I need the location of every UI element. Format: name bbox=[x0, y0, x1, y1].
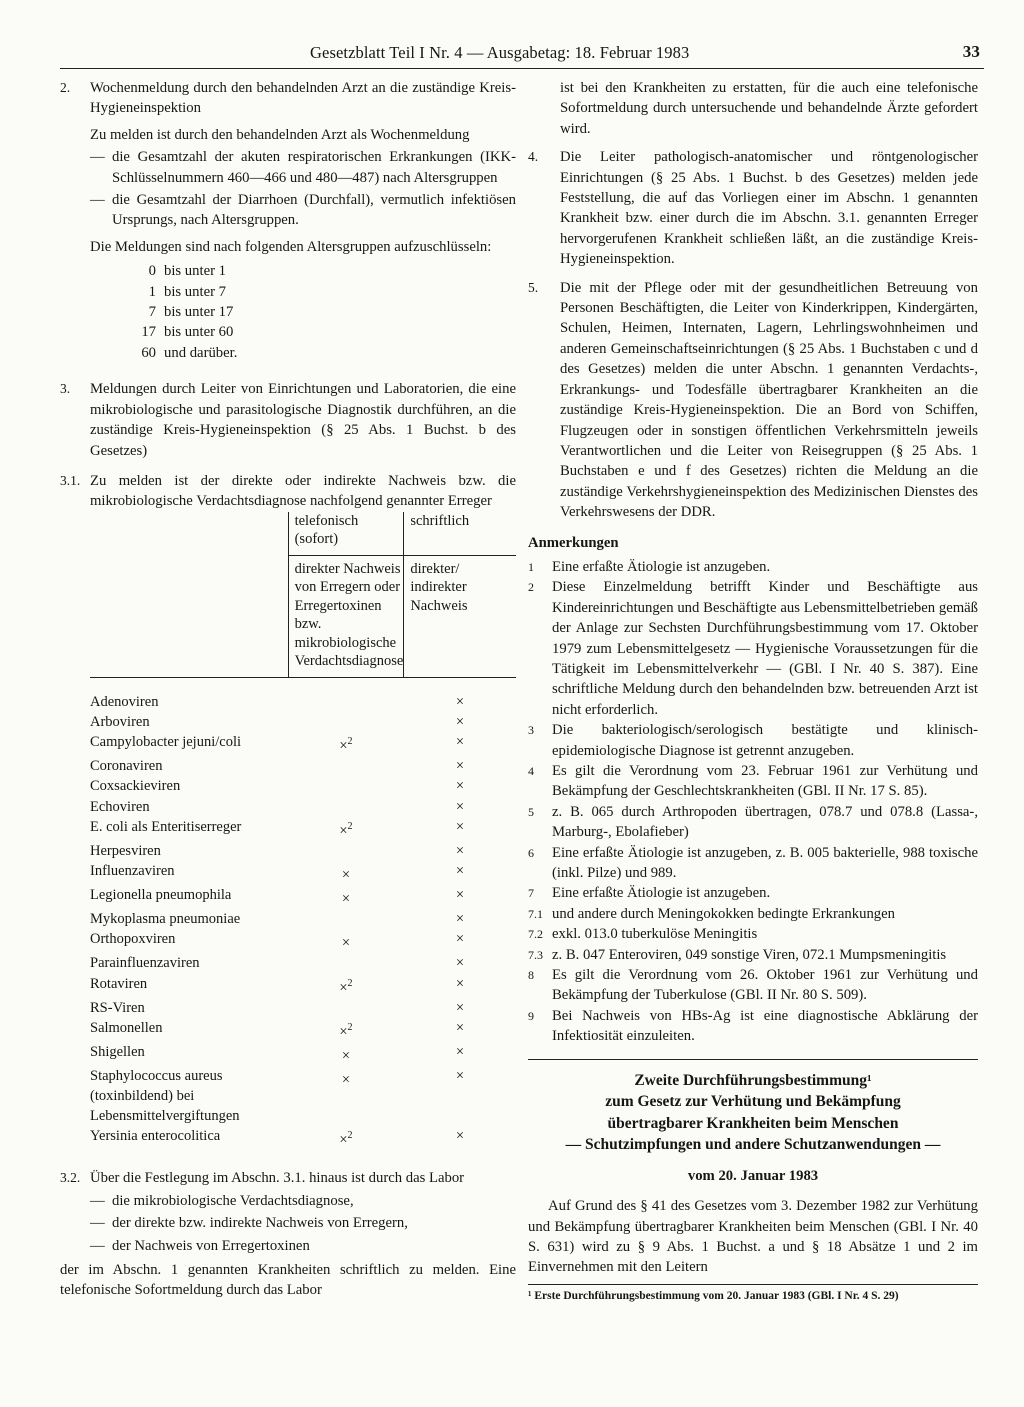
pathogen-name: RS-Viren bbox=[90, 999, 145, 1016]
pathogen-name: Echoviren bbox=[90, 798, 150, 815]
column-subheader: direkter/ indirekter Nachweis bbox=[404, 555, 516, 677]
table-row bbox=[90, 1018, 516, 1042]
bullet-item: — die Gesamtzahl der akuten respiratorischen Erkrankungen (IKK-Schlüsselnummern 460—466 und 480—487) nach Altersgruppen bbox=[90, 149, 516, 186]
table-row bbox=[90, 929, 516, 953]
title-line: übertragbarer Krankheiten beim Menschen bbox=[607, 1114, 899, 1132]
section-5 bbox=[528, 278, 978, 523]
column-header: telefonisch (sofort) bbox=[288, 512, 404, 556]
pathogen-name: Adenoviren bbox=[90, 693, 159, 710]
table-row bbox=[90, 861, 516, 885]
table-row bbox=[90, 732, 516, 756]
telephone-mark bbox=[288, 998, 404, 1018]
pathogen-name: E. coli als Enteritiserreger bbox=[90, 818, 242, 835]
table-row bbox=[90, 885, 516, 909]
telephone-mark: ×$^2$ bbox=[339, 1130, 353, 1149]
pathogen-name: Rotaviren bbox=[90, 975, 148, 992]
pathogen-name: Coxsackieviren bbox=[90, 778, 181, 795]
table-row bbox=[90, 797, 516, 817]
bullet-item: — der Nachweis von Erregertoxinen bbox=[90, 1237, 310, 1254]
telephone-mark: × bbox=[341, 1071, 351, 1088]
section-2 bbox=[60, 78, 516, 369]
section-text: Die mit der Pflege oder mit der gesundheitlichen Betreuung von Personen Beschäftigten, die Leiter von Kinderkrippen, Kindergärten, Schulen, Heimen, Internaten, Lagern, Lehrlingswohnheimen und anderen Gemeinschaftseinrichtungen (§ 25 Abs. 1 Buchstaben c und d des Gesetzes) melden die unter Abschn. 1 genannten Verdachts-, Erkrankungs- und Todesfälle übertragbarer Krankheiten an die zuständige Kreis-Hygieneinspektion. Die an Bord von Schiffen, Flugzeugen oder in sonstigen öffentlichen Verkehrsmitteln jeweils Verantwortlichen und die Leiter von Reisegruppen (§ 25 Abs. 1 Buchstaben e und f des Gesetzes) richten die Meldung an die zuständige Verkehrshygieneinspektion des Medizinischen Dienstes des Verkehrswesens der DDR. bbox=[560, 279, 978, 521]
written-mark: × bbox=[455, 734, 464, 751]
pathogen-name: Influenzaviren bbox=[90, 863, 175, 879]
annotations-heading: Anmerkungen bbox=[528, 534, 619, 551]
pathogen-name: Orthopoxviren bbox=[90, 931, 176, 948]
telephone-mark bbox=[288, 953, 404, 973]
bullet-item: — der direkte bzw. indirekte Nachweis von Erregern, bbox=[90, 1215, 408, 1232]
section-heading: Wochenmeldung durch den behandelnden Arzt an die zuständige Kreis-Hygieneinspektion bbox=[90, 80, 516, 117]
age-row: 1 bis unter 7 bbox=[148, 283, 227, 300]
annotation-item: 7 Eine erfaßte Ätiologie ist anzugeben. bbox=[528, 885, 771, 902]
written-mark: × bbox=[455, 1019, 464, 1036]
telephone-mark bbox=[288, 909, 404, 929]
section-3 bbox=[60, 379, 516, 461]
telephone-mark: ×$^2$ bbox=[339, 1021, 353, 1040]
annotation-item: 8 Es gilt die Verordnung vom 26. Oktober 1961 zur Verhütung und Bekämpfung der Tuberkulose (GBl. II Nr. 80 S. 509). bbox=[528, 967, 978, 1004]
left-column bbox=[60, 78, 516, 1301]
page-header bbox=[60, 38, 984, 69]
telephone-mark bbox=[288, 712, 404, 732]
pathogen-name: Coronaviren bbox=[90, 758, 163, 775]
table-row bbox=[90, 974, 516, 998]
pathogen-name: Legionella pneumophila bbox=[90, 887, 232, 904]
section-text: Über die Festlegung im Abschn. 3.1. hinaus ist durch das Labor bbox=[90, 1170, 465, 1187]
regulation-date: vom 20. Januar 1983 bbox=[687, 1167, 819, 1184]
written-mark: × bbox=[455, 798, 464, 815]
table-row bbox=[90, 909, 516, 929]
table-row bbox=[90, 998, 516, 1018]
written-mark: × bbox=[455, 931, 464, 948]
pathogen-name: Herpesviren bbox=[90, 842, 161, 859]
written-mark: × bbox=[455, 758, 464, 775]
table-header-row bbox=[90, 512, 516, 556]
bullet-item: — die mikrobiologische Verdachtsdiagnose, bbox=[90, 1192, 354, 1209]
section-number: 3.1. bbox=[60, 472, 81, 488]
written-mark: × bbox=[455, 911, 464, 928]
bullet-item: — die Gesamtzahl der Diarrhoen (Durchfall), vermutlich infektiösen Ursprungs, nach Altersgruppen. bbox=[90, 192, 516, 229]
telephone-mark: × bbox=[341, 890, 351, 907]
telephone-mark bbox=[288, 692, 404, 712]
annotation-item: 1 Eine erfaßte Ätiologie ist anzugeben. bbox=[528, 558, 771, 575]
column-header: schriftlich bbox=[404, 512, 516, 556]
pathogen-name: Staphylococcus aureus (toxinbildend) bei Lebensmittelvergiftungen bbox=[90, 1067, 240, 1125]
telephone-mark: × bbox=[341, 866, 351, 883]
section-divider bbox=[528, 1059, 978, 1060]
written-mark: × bbox=[455, 1043, 464, 1060]
table-row bbox=[90, 1126, 516, 1150]
pathogen-name: Arboviren bbox=[90, 713, 150, 730]
section-text: Die Leiter pathologisch-anatomischer und röntgenologischer Einrichtungen (§ 25 Abs. 1 Buchst. b des Gesetzes) melden jede Feststellung, die auf das Vorliegen einer im Abschn. 1 genannten Krankheit bzw. einer durch die im Abschn. 3.1. genannten Erreger hervorgerufenen Krankheit schließen läßt, an die zuständige Kreis-Hygieneinspektion. bbox=[560, 149, 978, 268]
pathogen-name: Campylobacter jejuni/coli bbox=[90, 734, 241, 751]
table-row bbox=[90, 712, 516, 732]
age-row: 17 bis unter 60 bbox=[141, 324, 234, 341]
written-mark: × bbox=[455, 975, 464, 992]
title-line: — Schutzimpfungen und andere Schutzanwendungen — bbox=[565, 1136, 941, 1154]
table-row bbox=[90, 841, 516, 861]
section-text: Zu melden ist der direkte oder indirekte Nachweis bzw. die mikrobiologische Verdachtsdiagnose nachfolgend genannter Erreger bbox=[90, 472, 516, 510]
annotation-item: 7.3 z. B. 047 Enteroviren, 049 sonstige Viren, 072.1 Mumpsmeningitis bbox=[528, 946, 947, 963]
annotation-item: 6 Eine erfaßte Ätiologie ist anzugeben, z. B. 005 bakterielle, 988 toxische (inkl. Pilze) und 989. bbox=[528, 844, 978, 882]
annotation-item: 7.2 exkl. 013.0 tuberkulöse Meningitis bbox=[528, 926, 758, 943]
pathogen-table bbox=[90, 512, 516, 1151]
pathogen-name: Parainfluenzaviren bbox=[90, 955, 200, 972]
telephone-mark bbox=[288, 776, 404, 796]
pathogen-name: Mykoplasma pneumoniae bbox=[90, 911, 241, 928]
telephone-mark: × bbox=[341, 935, 351, 952]
section-3-2-tail: der im Abschn. 1 genannten Krankheiten schriftlich zu melden. Eine telefonische Sofortmeldung durch das Labor bbox=[60, 1262, 516, 1299]
pathogen-rows bbox=[90, 692, 516, 1151]
table-row bbox=[90, 953, 516, 973]
table-row bbox=[90, 776, 516, 796]
age-group-list bbox=[90, 261, 516, 363]
section-number: 2. bbox=[60, 80, 71, 95]
written-mark: × bbox=[455, 1067, 464, 1084]
written-mark: × bbox=[455, 1128, 464, 1145]
age-row: 7 bis unter 17 bbox=[148, 304, 234, 321]
written-mark: × bbox=[455, 999, 464, 1016]
written-mark: × bbox=[455, 842, 464, 859]
pathogen-name: Salmonellen bbox=[90, 1019, 163, 1036]
annotation-item: 5 z. B. 065 durch Arthropoden übertragen, 078.7 und 078.8 (Lassa-, Marburg-, Ebolafieber) bbox=[528, 803, 978, 841]
written-mark: × bbox=[455, 955, 464, 972]
written-mark: × bbox=[455, 863, 464, 879]
column-subheader: direkter Nachweis von Erregern oder Erregertoxinen bzw. mikrobiologische Verdachtsdiagnose bbox=[288, 555, 404, 677]
continued-text: ist bei den Krankheiten zu erstatten, für die auch eine telefonische Sofortmeldung durch untersuchende und behandelnde Ärzte gefordert wird. bbox=[560, 80, 978, 137]
title-line: zum Gesetz zur Verhütung und Bekämpfung bbox=[605, 1093, 901, 1111]
table-row bbox=[90, 817, 516, 841]
age-row: 60 und darüber. bbox=[141, 344, 238, 361]
table-row bbox=[90, 756, 516, 776]
written-mark: × bbox=[455, 778, 464, 795]
section-number: 3. bbox=[60, 381, 71, 397]
page-number: 33 bbox=[962, 42, 980, 61]
annotation-item: 4 Es gilt die Verordnung vom 23. Februar 1961 zur Verhütung und Bekämpfung der Geschlechtskrankheiten (GBl. II Nr. 17 S. 85). bbox=[528, 763, 978, 800]
regulation-title bbox=[528, 1070, 978, 1156]
section-3-2 bbox=[60, 1168, 516, 1258]
table-subheader-row bbox=[90, 555, 516, 677]
section-4 bbox=[528, 147, 978, 269]
table-row bbox=[90, 692, 516, 712]
written-mark: × bbox=[455, 818, 464, 835]
written-mark: × bbox=[455, 887, 464, 904]
section-number: 3.2. bbox=[60, 1170, 81, 1186]
title-line: Zweite Durchführungsbestimmung¹ bbox=[634, 1071, 872, 1089]
table-row bbox=[90, 1066, 516, 1127]
telephone-mark: ×$^2$ bbox=[339, 820, 353, 839]
telephone-mark bbox=[288, 756, 404, 776]
header-title: Gesetzblatt Teil I Nr. 4 — Ausgabetag: 18. Februar 1983 bbox=[310, 43, 690, 62]
footnote: ¹ Erste Durchführungsbestimmung vom 20. Januar 1983 (GBl. I Nr. 4 S. 29) bbox=[528, 1284, 978, 1303]
telephone-mark bbox=[288, 841, 404, 861]
pathogen-name: Shigellen bbox=[90, 1043, 145, 1060]
telephone-mark: ×$^2$ bbox=[339, 977, 353, 996]
annotations-list bbox=[528, 557, 978, 1047]
age-group-intro: Die Meldungen sind nach folgenden Altersgruppen aufzuschlüsseln: bbox=[90, 238, 492, 255]
section-intro: Zu melden ist durch den behandelnden Arzt als Wochenmeldung bbox=[90, 126, 470, 143]
section-3-1 bbox=[60, 471, 516, 512]
section-text: Meldungen durch Leiter von Einrichtungen und Laboratorien, die eine mikrobiologische und parasitologische Diagnostik durchführen, an die zuständige Kreis-Hygieneinspektion (§ 25 Abs. 1 Buchst. b des Gesetzes) bbox=[90, 381, 516, 459]
written-mark: × bbox=[455, 713, 464, 730]
telephone-mark bbox=[288, 797, 404, 817]
age-row: 0 bis unter 1 bbox=[148, 263, 227, 280]
written-mark: × bbox=[455, 693, 464, 710]
section-number: 4. bbox=[528, 149, 539, 165]
telephone-mark: × bbox=[341, 1047, 351, 1064]
annotation-item: 9 Bei Nachweis von HBs-Ag ist eine diagnostische Abklärung der Infektiosität einzuleiten. bbox=[528, 1007, 978, 1045]
annotation-item: 7.1 und andere durch Meningokokken bedingte Erkrankungen bbox=[528, 905, 896, 922]
right-column bbox=[528, 78, 978, 1303]
annotation-item: 2 Diese Einzelmeldung betrifft Kinder und Beschäftigte aus Kindereinrichtungen und Beschäftigte aus Lebensmittelbetrieben gemäß der Anlage zur Sechsten Durchführungsbestimmung vom 17. Oktober 1979 zum Lebensmittelgesetz — Hygienische Voraussetzungen für die Tätigkeit im Lebensmittelverkehr — (GBl. I Nr. 40 S. 387). Eine schriftliche Meldung durch den behandelnden bzw. betreuenden Arzt ist nicht erforderlich. bbox=[528, 579, 978, 718]
table-row bbox=[90, 1042, 516, 1066]
section-number: 5. bbox=[528, 279, 539, 295]
annotation-item: 3 Die bakteriologisch/serologisch bestätigte und klinisch-epidemiologische Diagnose ist getrennt anzugeben. bbox=[528, 722, 978, 759]
preamble-text: Auf Grund des § 41 des Gesetzes vom 3. Dezember 1982 zur Verhütung und Bekämpfung übertragbarer Krankheiten beim Menschen (GBl. I Nr. 40 S. 631) wird zu § 9 Abs. 1 Buchst. a und § 18 Absätze 1 und 2 im Einvernehmen mit den Leitern bbox=[528, 1198, 978, 1276]
telephone-mark: ×$^2$ bbox=[339, 736, 353, 754]
pathogen-name: Yersinia enterocolitica bbox=[90, 1128, 221, 1145]
